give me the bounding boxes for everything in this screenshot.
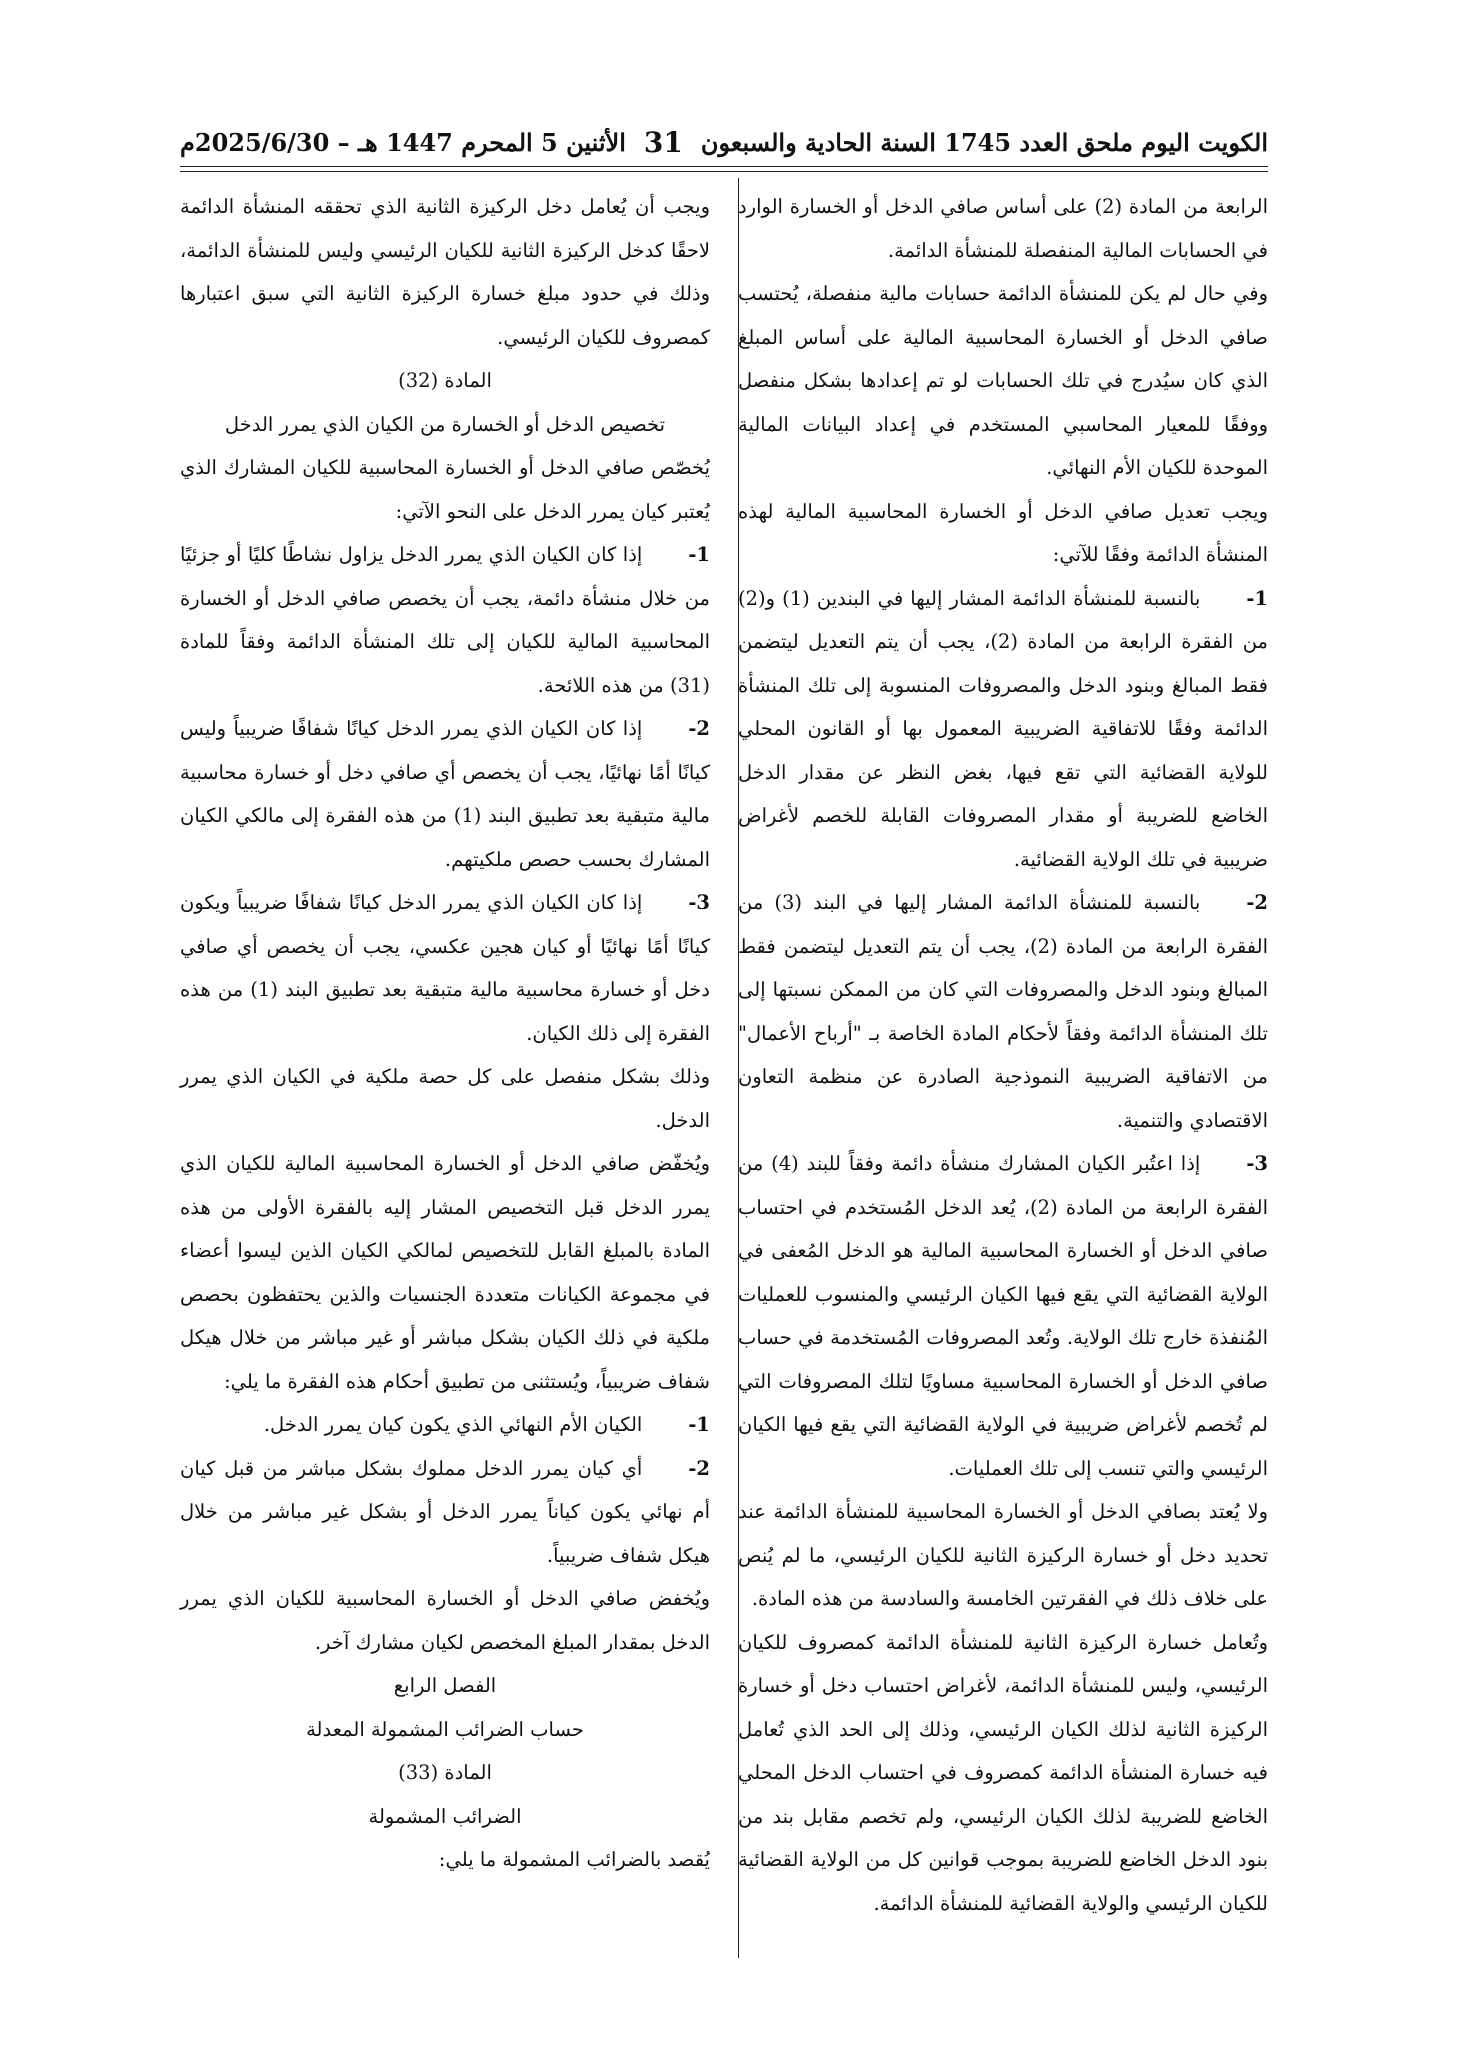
paragraph: ويجب أن يُعامل دخل الركيزة الثانية الذي تحققه المنشأة الدائمة لاحقًا كدخل الركيزة الثانية للكيان الرئيسي وليس للمنشأة الدائمة، وذلك في حدود مبلغ خسارة الركيزة الثانية التي سبق اعتبارها كمصروف للكيان الرئيسي.	[180, 195, 710, 349]
chapter-title: الفصل الرابع	[393, 1674, 497, 1697]
article-title: المادة (33)	[398, 1761, 492, 1784]
list-item	[180, 1403, 710, 1447]
list-item-text: أي كيان يمرر الدخل مملوك بشكل مباشر من قبل كيان أم نهائي يكون كياناً يمرر الدخل أو بشكل غير مباشر من خلال هيكل شفاف ضريبياً.	[180, 1456, 710, 1567]
list-item-number: 1-	[688, 1413, 710, 1436]
list-item	[738, 881, 1268, 1142]
article-title: المادة (32)	[398, 369, 492, 392]
list-item	[738, 1142, 1268, 1490]
list-item-number: 3-	[688, 891, 710, 914]
page-header	[180, 120, 1268, 164]
list-item-text: إذا كان الكيان الذي يمرر الدخل كيانًا شفافًا ضريبياً وليس كيانًا أمًا نهائيًا، يجب أن يخصص أي صافي دخل أو خسارة محاسبية مالية متبقية بعد تطبيق البند (1) من هذه الفقرة إلى مالكي الكيان المشارك بحسب حصص ملكيتهم.	[180, 717, 710, 871]
list-item-text: إذا كان الكيان الذي يمرر الدخل كيانًا شفافًا ضريبياً ويكون كيانًا أمًا نهائيًا أو كيان هجين عكسي، يجب أن يخصص أي صافي دخل أو خسارة محاسبية مالية متبقية بعد تطبيق البند (1) من هذه الفقرة إلى ذلك الكيان.	[180, 891, 710, 1045]
paragraph: يُخصّص صافي الدخل أو الخسارة المحاسبية للكيان المشارك الذي يُعتبر كيان يمرر الدخل على النحو الآتي:	[180, 456, 710, 523]
list-item-number: 1-	[1246, 586, 1268, 610]
list-item	[738, 577, 1268, 882]
chapter-subtitle: حساب الضرائب المشمولة المعدلة	[306, 1717, 584, 1741]
list-item	[180, 707, 710, 881]
article-subtitle: الضرائب المشمولة	[368, 1804, 522, 1828]
list-item-text: إذا كان الكيان الذي يمرر الدخل يزاول نشاطًا كليًا أو جزئيًا من خلال منشأة دائمة، يجب أن يخصص صافي الدخل أو الخسارة المحاسبية المالية للكيان إلى تلك المنشأة الدائمة وفقاً للمادة (31) من هذه اللائحة.	[180, 543, 710, 697]
list-item-number: 2-	[688, 717, 710, 740]
paragraph: ويُخفض صافي الدخل أو الخسارة المحاسبية للكيان الذي يمرر الدخل بمقدار المبلغ المخصص لكيان مشارك آخر.	[180, 1587, 710, 1654]
list-item-number: 1-	[688, 543, 710, 566]
list-item-number: 3-	[1246, 1152, 1268, 1175]
paragraph: ويجب تعديل صافي الدخل أو الخسارة المحاسبية المالية لهذه المنشأة الدائمة وفقًا للآتي:	[738, 499, 1268, 566]
list-item	[180, 1447, 710, 1578]
right-column	[738, 185, 1268, 1925]
list-item	[180, 881, 710, 1055]
paragraph: وتُعامل خسارة الركيزة الثانية للمنشأة الدائمة كمصروف للكيان الرئيسي، وليس للمنشأة الدائمة، لأغراض احتساب دخل أو خسارة الركيزة الثانية لذلك الكيان الرئيسي، وذلك إلى الحد الذي تُعامل فيه خسارة المنشأة الدائمة كمصروف في احتساب الدخل المحلي الخاضع للضريبة لذلك الكيان الرئيسي، ولم تخصم مقابل بند من بنود الدخل الخاضع للضريبة بموجب قوانين كل من الولاية القضائية للكيان الرئيسي والولاية القضائية للمنشأة الدائمة.	[738, 1630, 1268, 1915]
list-item-text: بالنسبة للمنشأة الدائمة المشار إليها في البند (3) من الفقرة الرابعة من المادة (2)، يجب أن يتم التعديل ليتضمن فقط المبالغ وبنود الدخل والمصروفات التي كان من الممكن نسبتها إلى تلك المنشأة الدائمة وفقاً لأحكام المادة الخاصة بـ "أرباح الأعمال" من الاتفاقية الضريبية النموذجية الصادرة عن منظمة التعاون الاقتصادي والتنمية.	[738, 891, 1269, 1132]
paragraph: الرابعة من المادة (2) على أساس صافي الدخل أو الخسارة الوارد في الحسابات المالية المنفصلة للمنشأة الدائمة.	[738, 195, 1268, 262]
left-column	[180, 185, 710, 1882]
list-item-text: الكيان الأم النهائي الذي يكون كيان يمرر الدخل.	[263, 1413, 643, 1436]
paragraph: ويُخفّض صافي الدخل أو الخسارة المحاسبية المالية للكيان الذي يمرر الدخل قبل التخصيص المشار إليه بالفقرة الأولى من هذه المادة بالمبلغ القابل للتخصيص لمالكي الكيان الذين ليسوا أعضاء في مجموعة الكيانات متعددة الجنسيات والذين يحتفظون بحصص ملكية في ذلك الكيان بشكل مباشر أو غير مباشر من خلال هيكل شفاف ضريبياً، ويُستثنى من تطبيق أحكام هذه الفقرة ما يلي:	[180, 1152, 710, 1393]
header-issue-info: الكويت اليوم ملحق العدد 1745 السنة الحادية والسبعون	[700, 127, 1268, 157]
article-subtitle: تخصيص الدخل أو الخسارة من الكيان الذي يمرر الدخل	[224, 412, 666, 436]
header-date: الأثنين 5 المحرم 1447 هـ – 2025/6/30م	[180, 127, 626, 157]
list-item	[180, 533, 710, 707]
paragraph: يُقصد بالضرائب المشمولة ما يلي:	[438, 1848, 710, 1871]
paragraph: وفي حال لم يكن للمنشأة الدائمة حسابات مالية منفصلة، يُحتسب صافي الدخل أو الخسارة المحاسبية المالية على أساس المبلغ الذي كان سيُدرج في تلك الحسابات لو تم إعدادها بشكل منفصل ووفقًا للمعيار المحاسبي المستخدم في إعداد البيانات المالية الموحدة للكيان الأم النهائي.	[738, 282, 1268, 479]
list-item-text: إذا اعتُبر الكيان المشارك منشأة دائمة وفقاً للبند (4) من الفقرة الرابعة من المادة (2)، يُعد الدخل المُستخدم في احتساب صافي الدخل أو الخسارة المحاسبية المالية هو الدخل المُعفى في الولاية القضائية التي يقع فيها الكيان الرئيسي والمنسوب للعمليات المُنفذة خارج تلك الولاية. وتُعد المصروفات المُستخدمة في حساب صافي الدخل أو الخسارة المحاسبية مساويًا لتلك المصروفات التي لم تُخصم لأغراض ضريبية في الولاية القضائية التي يقع فيها الكيان الرئيسي والتي تنسب إلى تلك العمليات.	[738, 1152, 1268, 1480]
list-item-number: 2-	[688, 1456, 710, 1480]
paragraph: ولا يُعتد بصافي الدخل أو الخسارة المحاسبية للمنشأة الدائمة عند تحديد دخل أو خسارة الركيزة الثانية للكيان الرئيسي، ما لم يُنص على خلاف ذلك في الفقرتين الخامسة والسادسة من هذه المادة.	[738, 1500, 1268, 1610]
paragraph: وذلك بشكل منفصل على كل حصة ملكية في الكيان الذي يمرر الدخل.	[180, 1065, 710, 1132]
list-item-number: 2-	[1246, 891, 1268, 914]
header-rule-top	[180, 166, 1268, 167]
list-item-text: بالنسبة للمنشأة الدائمة المشار إليها في البندين (1) و(2) من الفقرة الرابعة من المادة (2)، يجب أن يتم التعديل ليتضمن فقط المبالغ وبنود الدخل والمصروفات المنسوبة إلى تلك المنشأة الدائمة وفقًا للاتفاقية الضريبية المعمول بها أو القانون المحلي للولاية القضائية التي تقع فيها، بغض النظر عن مقدار الدخل الخاضع للضريبة أو مقدار المصروفات القابلة للخصم لأغراض ضريبية في تلك الولاية القضائية.	[738, 586, 1268, 871]
header-page-number: 31	[643, 125, 683, 159]
header-rule-bottom	[180, 171, 1268, 172]
